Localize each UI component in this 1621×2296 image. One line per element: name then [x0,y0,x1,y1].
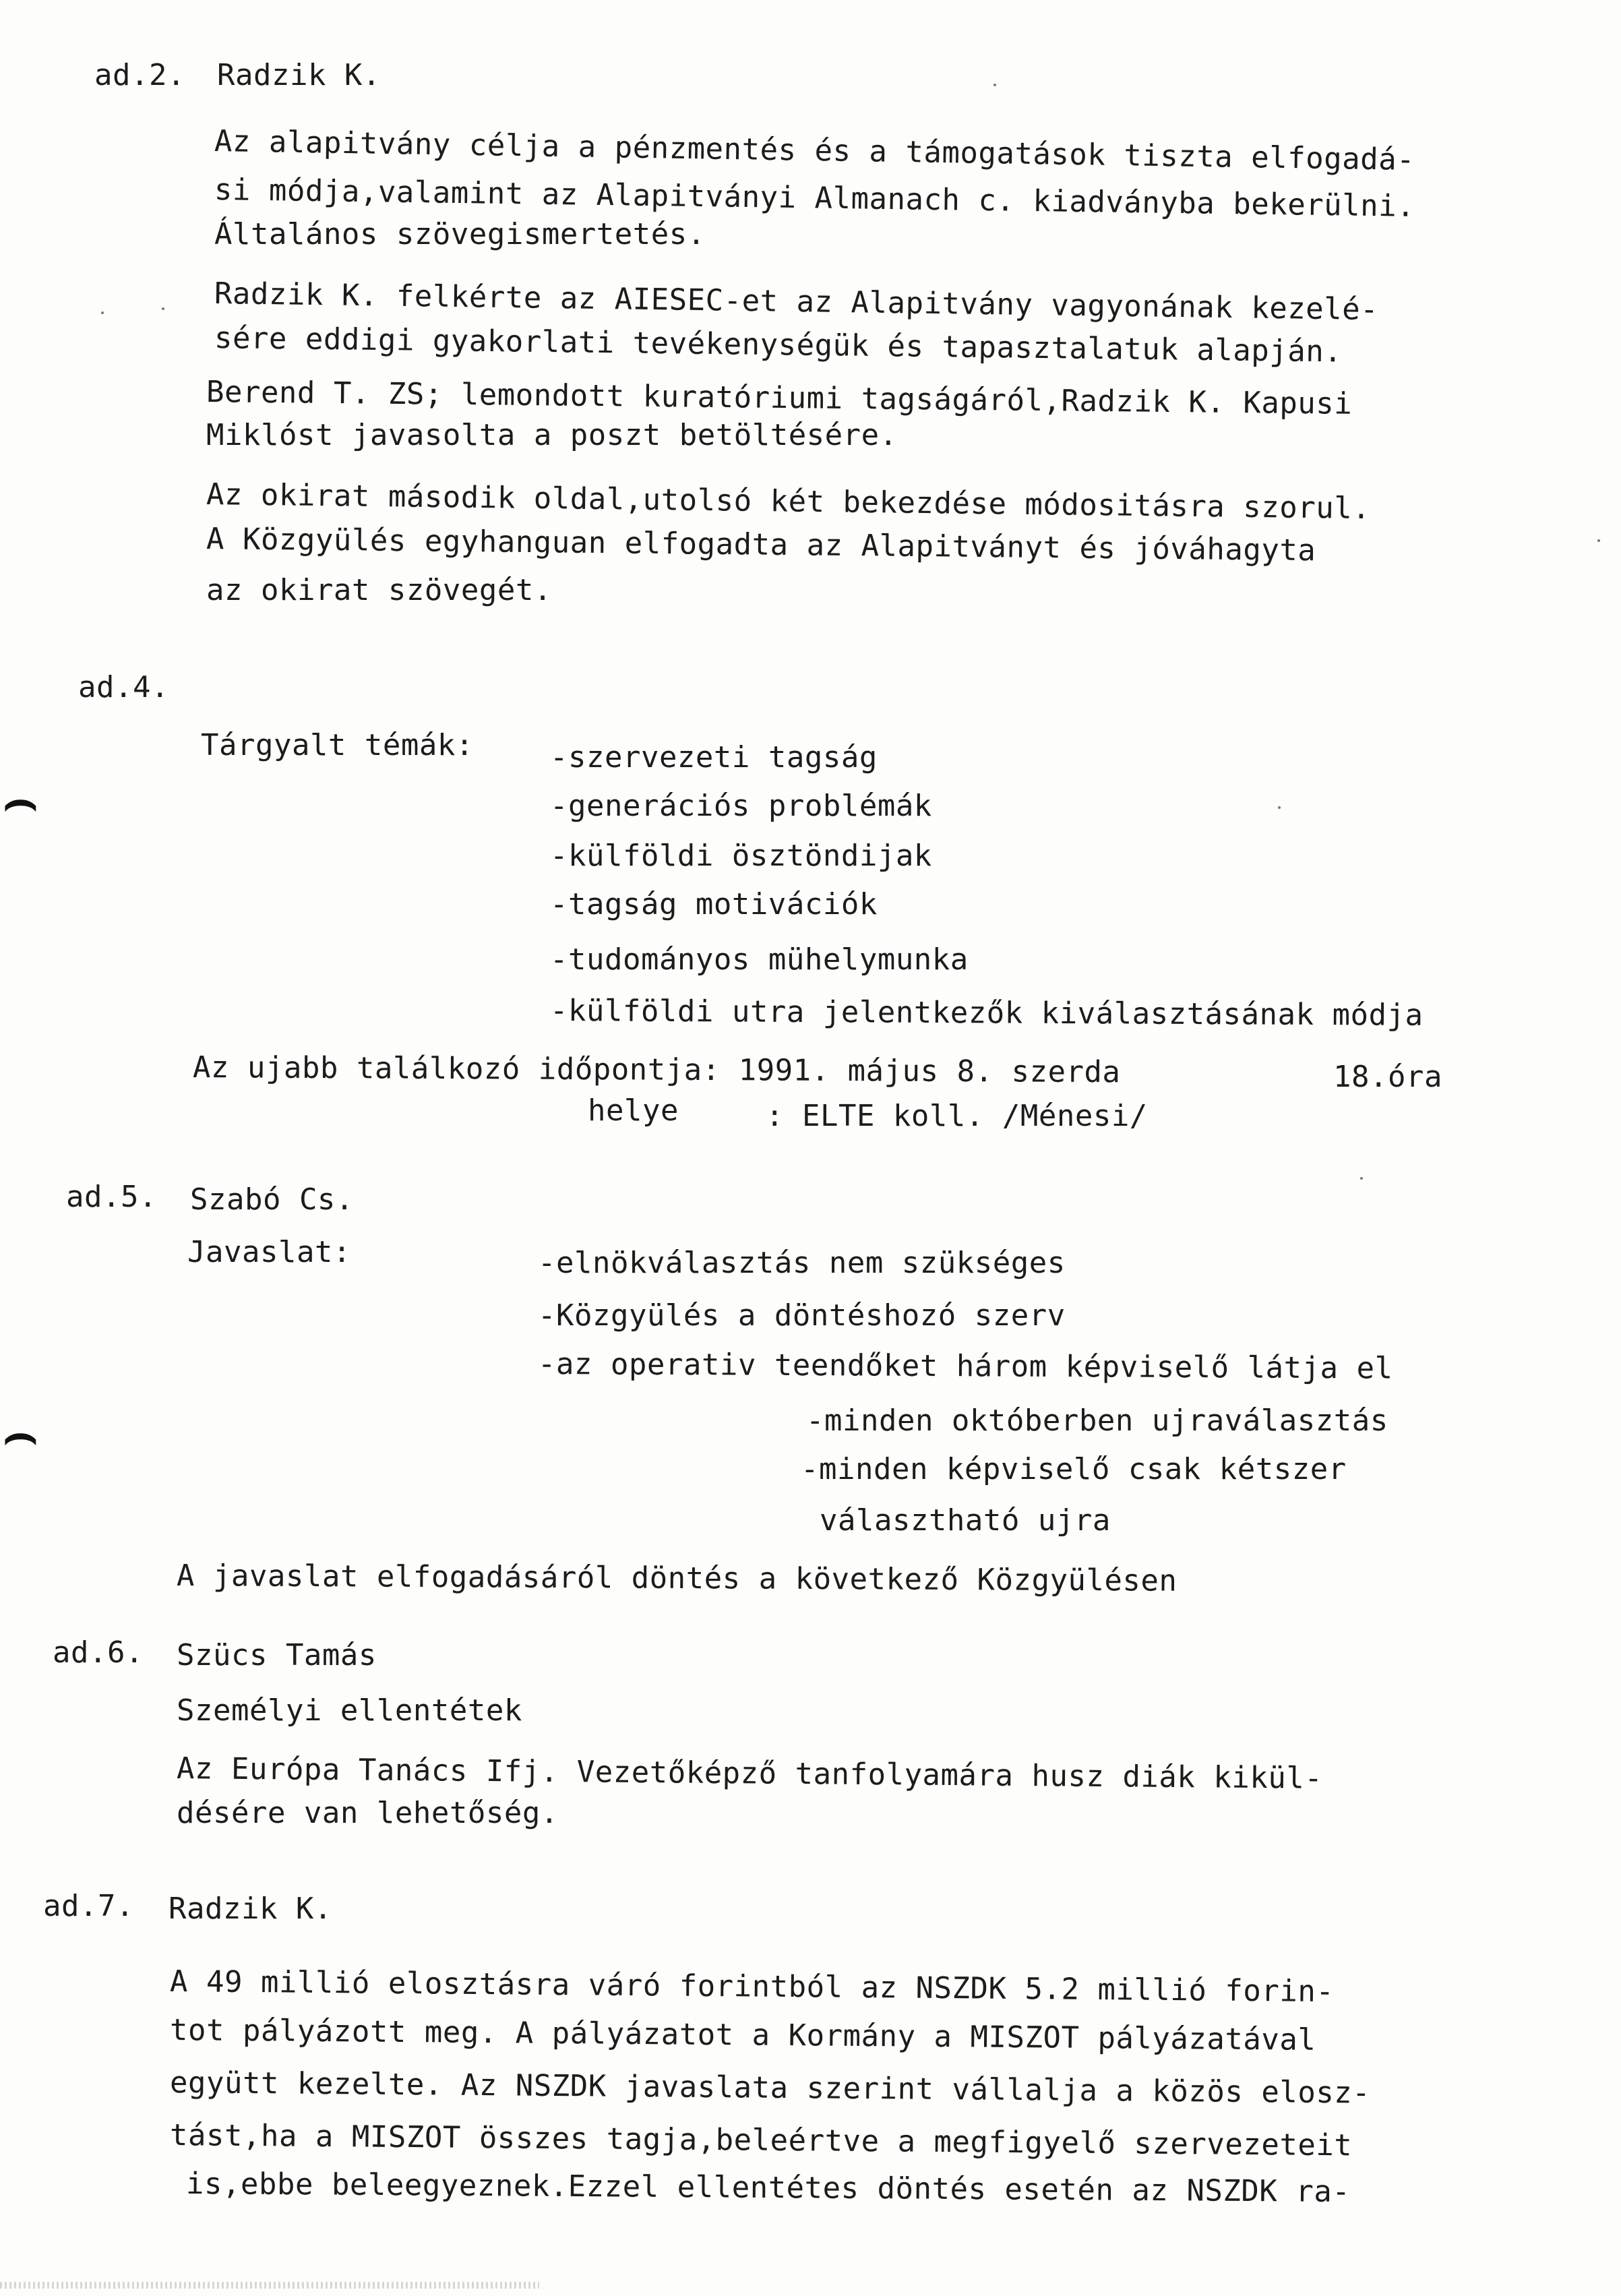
section-label-ad7: ad.7. [43,1889,134,1923]
section-label-ad5: ad.5. [66,1180,157,1214]
sub-proposal-item: választható ujra [820,1503,1111,1538]
section-label-ad2: ad.2. [94,58,185,92]
proposal-label: Javaslat: [187,1235,351,1269]
proposal-item: -az operativ teendőket három képviselő látja el [537,1347,1393,1386]
ad7-line-3: együtt kezelte. Az NSZDK javaslata szerint vállalja a közös elosz- [169,2065,1371,2111]
ad2-line-4: Radzik K. felkérte az AIESEC-et az Alapitvány vagyonának kezelé- [214,276,1379,328]
place-label: helye [588,1093,679,1128]
section-title-ad2: Radzik K. [217,58,381,92]
proposal-item: -elnökválasztás nem szükséges [538,1246,1066,1280]
meeting-time: Az ujabb találkozó időpontja: 1991. május 8. szerda [192,1050,1121,1090]
ad2-line-8: Az okirat második oldal,utolsó két bekezdése módositásra szorul. [206,477,1371,526]
proposal-conclusion: A javaslat elfogadásáról döntés a következő Közgyülésen [176,1559,1177,1598]
ad2-line-3: Általános szövegismertetés. [214,217,706,251]
proposal-item: -Közgyülés a döntéshozó szerv [538,1298,1066,1333]
margin-punch-mark: ⌢ [3,768,38,831]
section-title-ad5: Szabó Cs. [190,1182,354,1217]
ad2-line-6: Berend T. ZS; lemondott kuratóriumi tagságáról,Radzik K. Kapusi [206,375,1353,421]
ad7-line-4: tást,ha a MISZOT összes tagja,beleértve a megfigyelő szervezeteit [169,2118,1353,2163]
ad2-line-2: si módja,valamint az Alapitványi Almanach c. kiadványba bekerülni. [214,173,1415,224]
ad2-line-7: Miklóst javasolta a poszt betöltésére. [206,418,898,452]
topic-item: -szervezeti tagság [550,740,878,775]
ad6-line-2: Az Európa Tanács Ifj. Vezetőképző tanfolyamára husz diák kikül- [176,1751,1323,1796]
ad6-line-3: désére van lehetőség. [177,1796,559,1830]
place-value: : ELTE koll. /Ménesi/ [766,1099,1148,1133]
ad7-line-1: A 49 millió elosztásra váró forintból az NSZDK 5.2 millió forin- [169,1964,1335,2010]
scan-speck [101,311,104,314]
ad7-line-2: tot pályázott meg. A pályázatot a Kormány a MISZOT pályázatával [169,2013,1316,2057]
topics-label: Tárgyalt témák: [201,728,474,762]
ad2-line-5: sére eddigi gyakorlati tevékenységük és tapasztalatuk alapján. [214,321,1343,369]
ad2-line-10: az okirat szövegét. [206,573,552,607]
topic-item: -generációs problémák [550,789,932,823]
section-title-ad7: Radzik K. [169,1892,332,1926]
ad2-line-9: A Közgyülés egyhanguan elfogadta az Alapitványt és jóváhagyta [206,522,1316,568]
ad6-line-1: Személyi ellentétek [177,1693,522,1728]
scan-speck [1597,539,1600,542]
sub-proposal-item: -minden képviselő csak kétszer [801,1452,1347,1486]
topic-item: -tagság motivációk [550,887,878,922]
scan-speck [162,307,164,310]
ad2-line-1: Az alapitvány célja a pénzmentés és a támogatások tiszta elfogadá- [214,124,1415,177]
ad7-line-5: is,ebbe beleegyeznek.Ezzel ellentétes döntés esetén az NSZDK ra- [185,2167,1351,2210]
margin-punch-mark: ⌢ [3,1402,38,1465]
meeting-hour: 18.óra [1333,1060,1442,1094]
scan-speck [993,84,996,86]
sub-proposal-item: -minden októberben ujraválasztás [806,1403,1388,1438]
topic-item: -külföldi ösztöndijak [550,839,932,873]
section-label-ad4: ad.4. [78,670,169,704]
topic-item: -külföldi utra jelentkezők kiválasztásának módja [549,994,1424,1033]
scan-edge-noise [0,2282,539,2289]
section-title-ad6: Szücs Tamás [177,1638,377,1672]
scan-speck [1278,806,1281,809]
topic-item: -tudományos mühelymunka [550,942,969,977]
section-label-ad6: ad.6. [53,1635,144,1670]
scan-speck [1360,1177,1363,1180]
